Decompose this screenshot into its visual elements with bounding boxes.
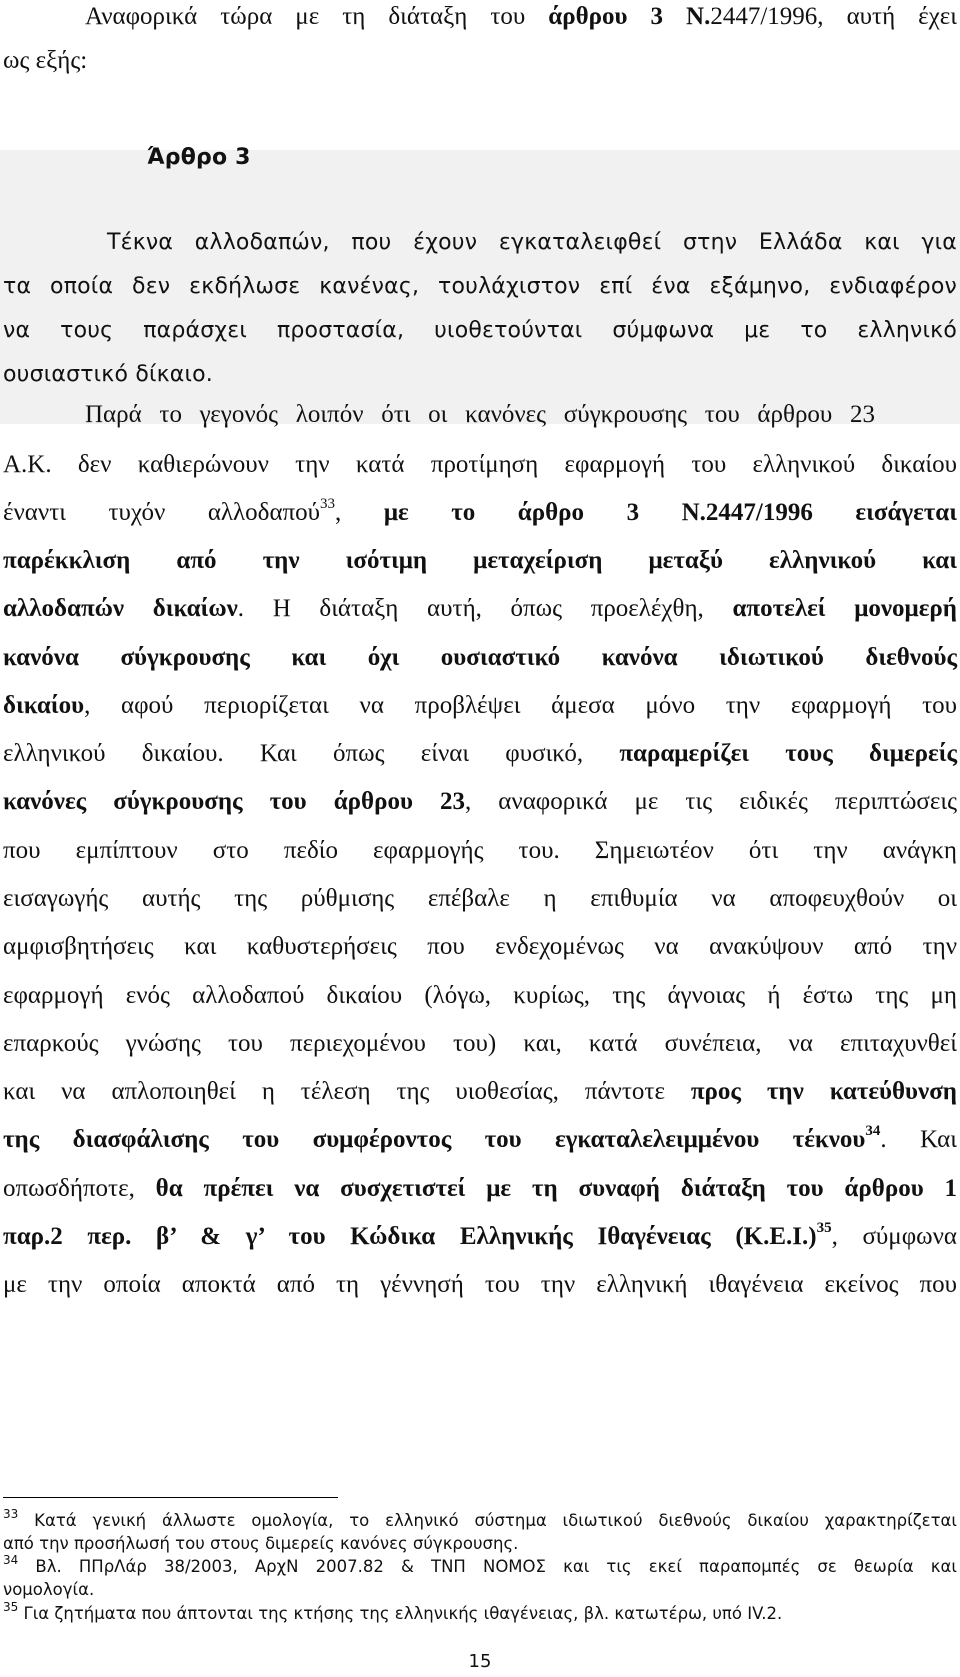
- body-line-4: παρέκκλιση από την ισότιμη μεταχείριση μεταξύ ελληνικού και: [3, 547, 957, 574]
- body-line-8: ελληνικού δικαίου. Και όπως είναι φυσικό, παραμερίζει τους διμερείς: [3, 740, 957, 767]
- intro-line-1: Αναφορικά τώρα με τη διάταξη του άρθρου 3 Ν.2447/1996, αυτή έχει: [85, 3, 957, 30]
- body-line-15: και να απλοποιηθεί η τέλεση της υιοθεσίας, πάντοτε προς την κατεύθυνση: [3, 1078, 957, 1105]
- body-line-14: επαρκούς γνώσης του περιεχομένου του) και, κατά συνέπεια, να επιταχυνθεί: [3, 1030, 957, 1057]
- footnote-ref-34[interactable]: 34: [865, 1122, 881, 1139]
- footnote-ref-35[interactable]: 35: [816, 1219, 832, 1236]
- footnote-separator: [3, 1497, 338, 1498]
- footnote-ref-33[interactable]: 33: [320, 495, 336, 512]
- body-line-10: που εμπίπτουν στο πεδίο εφαρμογής του. Σημειωτέον ότι την ανάγκη: [3, 837, 957, 864]
- article-line-3: να τους παράσχει προστασία, υιοθετούνται σύμφωνα με το ελληνικό: [3, 318, 957, 343]
- article-line-2: τα οποία δεν εκδήλωσε κανένας, τουλάχιστον επί ένα εξάμηνο, ενδιαφέρον: [3, 274, 957, 299]
- article-title: Άρθρο 3: [147, 145, 251, 170]
- body-line-1: Παρά το γεγονός λοιπόν ότι οι κανόνες σύγκρουσης του άρθρου 23: [85, 401, 875, 428]
- body-line-5: αλλοδαπών δικαίων. Η διάταξη αυτή, όπως προελέχθη, αποτελεί μονομερή: [3, 595, 957, 622]
- body-line-18: παρ.2 περ. β’ & γ’ του Κώδικα Ελληνικής Ιθαγένειας $(K.E.I.)^{35}$, σύμφωνα: [3, 1219, 957, 1250]
- body-line-2: Α.Κ. δεν καθιερώνουν την κατά προτίμηση εφαρμογή του ελληνικού δικαίου: [3, 451, 957, 478]
- footnote-35: $^{35}$ Για ζητήματα που άπτονται της κτήσης της ελληνικής ιθαγένειας, βλ. κατωτέρω, υπό IV.2.: [3, 1599, 783, 1623]
- body-line-17: οπωσδήποτε, θα πρέπει να συσχετιστεί με τη συναφή διάταξη του άρθρου 1: [3, 1175, 958, 1202]
- body-line-3: έναντι τυχόν αλλοδαπού$^{33}$, με το άρθρο 3 Ν.2447/1996 εισάγεται: [3, 495, 957, 526]
- body-line-12: αμφισβητήσεις και καθυστερήσεις που ενδεχομένως να ανακύψουν από την: [3, 933, 957, 960]
- body-line-9: κανόνες σύγκρουσης του άρθρου 23, αναφορικά με τις ειδικές περιπτώσεις: [3, 788, 957, 815]
- article-line-4: ουσιαστικό δίκαιο.: [3, 362, 214, 387]
- footnote-34-line-2: νομολογία.: [3, 1580, 95, 1599]
- body-line-16: της διασφάλισης του συμφέροντος του εγκαταλελειμμένου τέκνου$^{34}$. Και: [3, 1122, 957, 1153]
- article-line-1: Τέκνα αλλοδαπών, που έχουν εγκαταλειφθεί στην Ελλάδα και για: [107, 230, 957, 255]
- footnote-33-line-2: από την προσήλωσή του στους διμερείς κανόνες σύγκρουσης.: [3, 1534, 519, 1553]
- body-line-6: κανόνα σύγκρουσης και όχι ουσιαστικό κανόνα ιδιωτικού διεθνούς: [3, 644, 957, 671]
- intro-line-2: ως εξής:: [3, 47, 88, 74]
- body-line-13: εφαρμογή ενός αλλοδαπού δικαίου (λόγω, κυρίως, της άγνοιας ή έστω της μη: [3, 982, 957, 1009]
- page-number: 15: [468, 1651, 492, 1672]
- body-line-7: δικαίου, αφού περιορίζεται να προβλέψει άμεσα μόνο την εφαρμογή του: [3, 692, 957, 719]
- footnote-34-line-1: $^{34}$ Βλ. ΠΠρΛάρ 38/2003, ΑρχΝ 2007.82 & ΤΝΠ ΝΟΜΟΣ και τις εκεί παραπομπές σε θεωρία και: [3, 1552, 957, 1576]
- body-line-11: εισαγωγής αυτής της ρύθμισης επέβαλε η επιθυμία να αποφευχθούν οι: [3, 885, 957, 912]
- body-line-19: με την οποία αποκτά από τη γέννησή του την ελληνική ιθαγένεια εκείνος που: [3, 1271, 957, 1298]
- footnote-33-line-1: $^{33}$ Κατά γενική άλλωστε ομολογία, το ελληνικό σύστημα ιδιωτικού διεθνούς δικαίου χαρακτηρίζεται: [3, 1506, 957, 1530]
